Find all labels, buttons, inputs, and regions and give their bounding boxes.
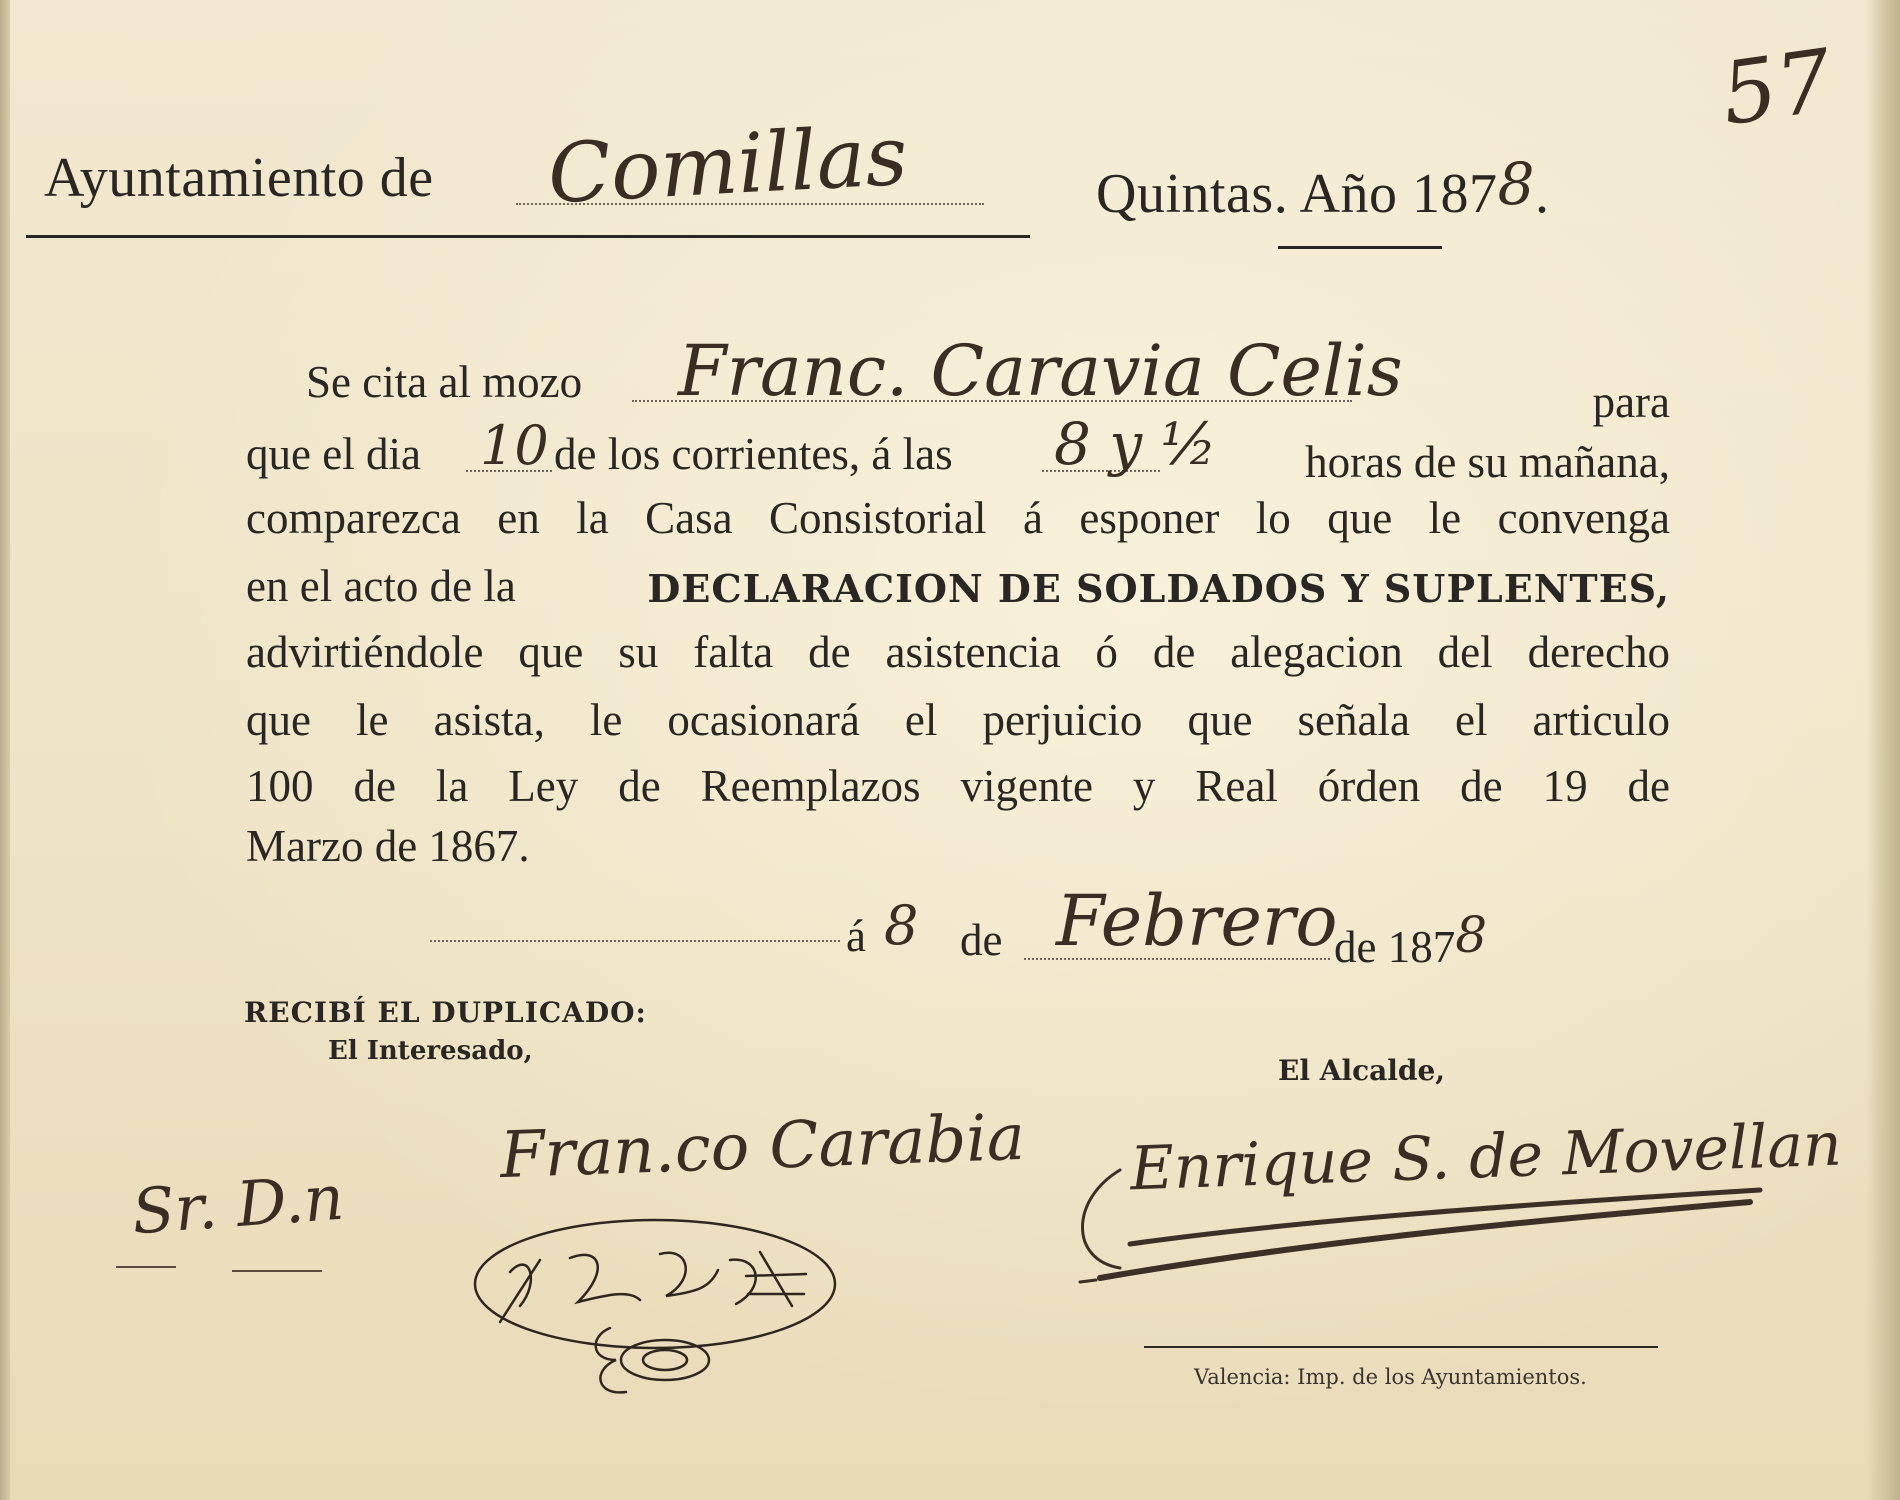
horas-label: horas de su mañana, — [1305, 437, 1670, 487]
declaracion-bold: DECLARACION DE SOLDADOS Y SUPLENTES, — [647, 566, 1670, 611]
date-month-handwritten: Febrero — [1056, 880, 1338, 962]
cita-prefix: Se cita al mozo — [306, 357, 583, 407]
body-line-5: advirtiéndole que su falta de asistencia ó de alegacion del derecho — [246, 627, 1670, 677]
printer-imprint: Valencia: Imp. de los Ayuntamientos. — [1194, 1365, 1587, 1389]
dia-label: que el dia — [246, 429, 421, 479]
header-right-rule — [1278, 246, 1442, 249]
receipt-heading: RECIBÍ EL DUPLICADO: — [244, 996, 647, 1029]
day-handwritten: 10 — [480, 414, 549, 477]
salutation-underline-1 — [116, 1266, 176, 1268]
salutation-handwritten: Sr. D.n — [129, 1160, 347, 1249]
place-dotted-line — [430, 940, 840, 942]
folio-number: 57 — [1715, 30, 1838, 146]
body-line-7: 100 de la Ley de Reemplazos vigente y Real órden de 19 de — [246, 761, 1670, 811]
date-year-digit-handwritten: 8 — [1455, 906, 1488, 964]
body-line-3: comparezca en la Casa Consistorial á esponer lo que le convenga — [246, 493, 1670, 543]
date-day-handwritten: 8 — [884, 894, 919, 957]
year-handwritten-digit: 8 — [1497, 150, 1535, 218]
imprint-rule — [1144, 1346, 1658, 1348]
date-year-label — [1334, 906, 1488, 974]
body-line-6: que le asista, le ocasionará el perjuicio que señala el articulo — [246, 695, 1670, 745]
salutation-underline-2 — [232, 1270, 322, 1272]
page-left-edge — [0, 0, 10, 1500]
signature-flourish-icon — [1060, 1160, 1780, 1300]
date-a-label: á — [846, 911, 866, 961]
date-de-label: de — [960, 915, 1003, 965]
body-line-2 — [246, 410, 1670, 488]
ayuntamiento-label: Ayuntamiento de — [44, 147, 434, 209]
quintas-label — [1096, 150, 1550, 226]
body-line-4 — [246, 560, 1670, 620]
hour-handwritten: 8 y ½ — [1054, 410, 1217, 478]
interesado-label: El Interesado, — [328, 1036, 533, 1066]
body-line-8: Marzo de 1867. — [246, 821, 530, 871]
page-right-edge — [1866, 0, 1900, 1500]
corrientes-label: de los corrientes, á las — [554, 429, 953, 479]
alcalde-label: El Alcalde, — [1278, 1054, 1446, 1087]
header-period: . — [1534, 163, 1550, 225]
acto-label: en el acto de la — [246, 561, 516, 611]
quintas-year-label: Quintas. Año 187 — [1096, 163, 1498, 225]
municipality-handwritten: Comillas — [545, 108, 910, 223]
ink-flourish-icon — [460, 1210, 860, 1410]
date-year-prefix: de 187 — [1334, 922, 1456, 972]
recruit-name-handwritten: Franc. Caravia Celis — [678, 330, 1403, 412]
header-left-rule — [26, 235, 1030, 238]
body-line-1 — [306, 330, 1670, 427]
interesado-signature-handwritten: Fran.co Carabia — [498, 1100, 1027, 1194]
alcalde-signature-handwritten: Enrique S. de Movellan — [1128, 1109, 1843, 1205]
para-suffix: para — [1592, 377, 1670, 427]
